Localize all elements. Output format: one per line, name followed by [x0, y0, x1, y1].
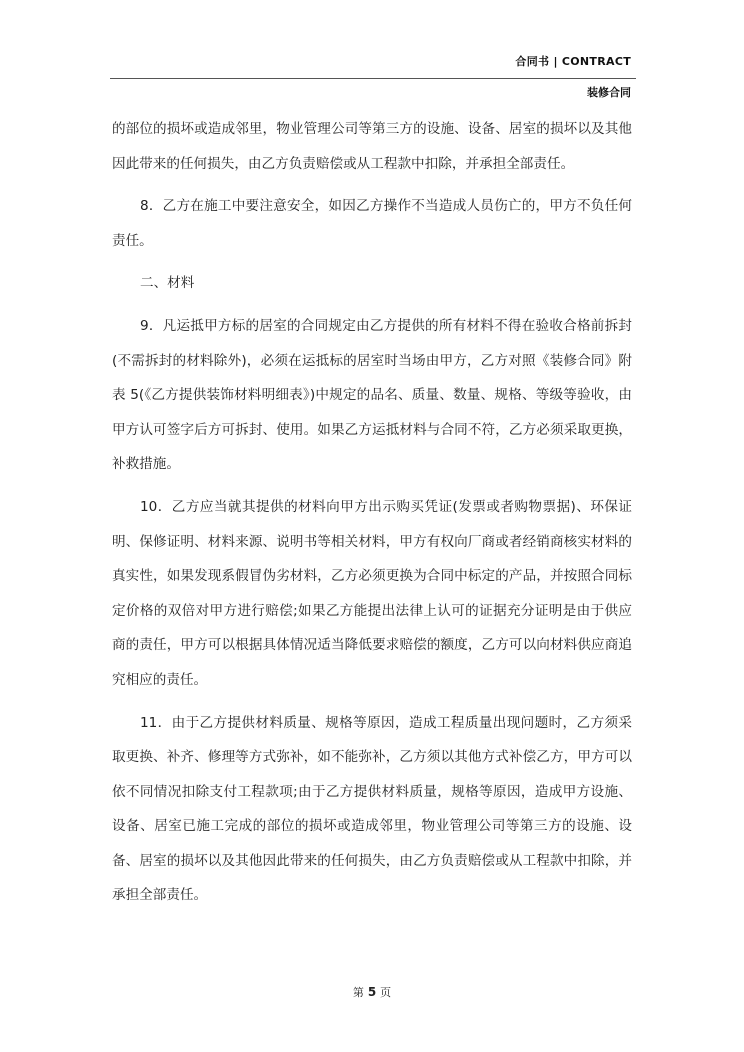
header-subtitle: 装修合同 [587, 86, 631, 99]
section-heading-materials: 二、材料 [140, 275, 195, 292]
page-suffix: 页 [380, 986, 392, 999]
document-body [112, 112, 632, 913]
paragraph-continued: 的部位的损坏或造成邻里，物业管理公司等第三方的设施、设备、居室的损坏以及其他因此带来的任何损失，由乙方负责赔偿或从工程款中扣除，并承担全部责任。 [112, 121, 632, 172]
page-number: 5 [367, 985, 377, 999]
header-title: 合同书 | CONTRACT [515, 55, 631, 68]
paragraph-clause-9: 9．凡运抵甲方标的居室的合同规定由乙方提供的所有材料不得在验收合格前拆封(不需拆封的材料除外)，必须在运抵标的居室时当场由甲方，乙方对照《装修合同》附表 5(《乙方提供装饰材料明细表》)中规定的品名、质量、数量、规格、等级等验收，由甲方认可签字后方可拆封、使用。如果乙方运抵材料与合同不符，乙方必须采取更换，补救措施。 [112, 317, 632, 473]
header-divider [110, 78, 636, 79]
paragraph-clause-11: 11．由于乙方提供材料质量、规格等原因，造成工程质量出现问题时，乙方须采取更换、补齐、修理等方式弥补，如不能弥补，乙方须以其他方式补偿乙方，甲方可以依不同情况扣除支付工程款项;由于乙方提供材料质量，规格等原因，造成甲方设施、设备、居室已施工完成的部位的损坏或造成邻里，物业管理公司等第三方的设施、设备、居室的损坏以及其他因此带来的任何损失，由乙方负责赔偿或从工程款中扣除，并承担全部责任。 [112, 714, 632, 904]
page-prefix: 第 [352, 986, 364, 999]
paragraph-clause-8: 8．乙方在施工中要注意安全，如因乙方操作不当造成人员伤亡的，甲方不负任何责任。 [112, 198, 632, 249]
page-footer [0, 984, 744, 1000]
paragraph-clause-10: 10．乙方应当就其提供的材料向甲方出示购买凭证(发票或者购物票据)、环保证明、保修证明、材料来源、说明书等相关材料，甲方有权向厂商或者经销商核实材料的真实性，如果发现系假冒伪劣材料，乙方必须更换为合同中标定的产品，并按照合同标定价格的双倍对甲方进行赔偿;如果乙方能提出法律上认可的证据充分证明是由于供应商的责任，甲方可以根据具体情况适当降低要求赔偿的额度，乙方可以向材料供应商追究相应的责任。 [112, 498, 632, 688]
